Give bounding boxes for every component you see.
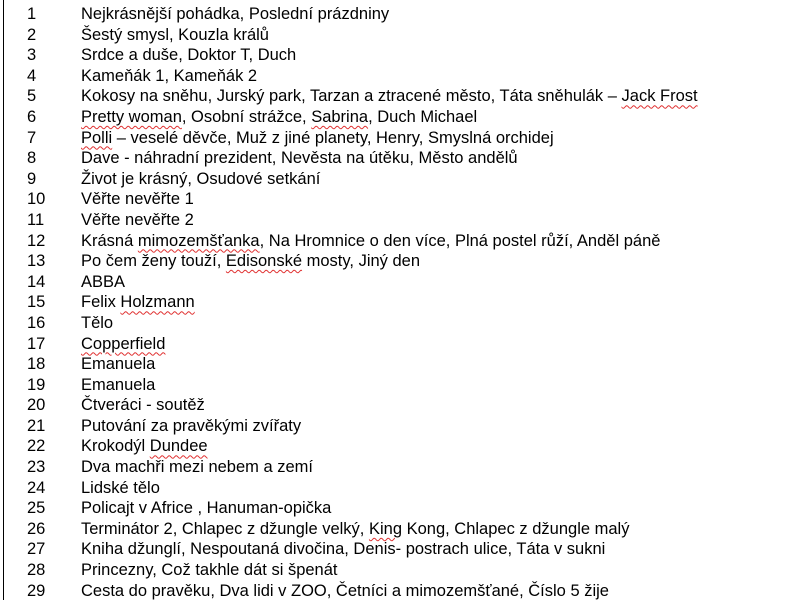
spellcheck-marked-word: Pretty woman	[81, 107, 182, 126]
title-text: Čtveráci - soutěž	[81, 396, 205, 415]
list-item	[0, 519, 809, 540]
list-item-titles	[81, 334, 165, 355]
title-text: Felix	[81, 293, 121, 312]
list-item-number: 15	[27, 293, 46, 312]
list-item-number: 17	[27, 334, 46, 353]
list-item-titles	[81, 581, 609, 600]
list-item	[0, 231, 809, 252]
list-item	[0, 375, 809, 396]
list-item-number: 10	[27, 190, 46, 209]
list-item-number: 4	[27, 66, 37, 85]
list-item-number: 24	[27, 478, 46, 497]
list-item-titles	[81, 251, 420, 272]
list-item-titles	[81, 272, 125, 293]
title-text: Policajt v Africe , Hanuman-opička	[81, 499, 332, 518]
list-item-titles	[81, 86, 698, 107]
title-text: Krokodýl	[81, 437, 150, 456]
title-text: Život je krásný, Osudové setkání	[81, 169, 321, 188]
list-item	[0, 210, 809, 231]
list-item	[0, 251, 809, 272]
list-item-titles	[81, 107, 477, 128]
list-item-number: 20	[27, 396, 46, 415]
list-item	[0, 354, 809, 375]
title-text: Kokosy na sněhu, Jurský park, Tarzan a ztracené město, Táta sněhulák –	[81, 87, 622, 106]
title-text: ABBA	[81, 272, 126, 291]
list-item-titles	[81, 231, 660, 252]
title-text: mosty, Jiný den	[302, 252, 421, 271]
list-item-number: 27	[27, 540, 46, 559]
title-text: , Duch Michael	[368, 107, 478, 126]
list-item	[0, 148, 809, 169]
list-item	[0, 66, 809, 87]
spellcheck-marked-word: Jack Frost	[621, 87, 698, 106]
list-item	[0, 581, 809, 600]
list-item-number: 18	[27, 355, 46, 374]
list-item	[0, 169, 809, 190]
title-text: Emanuela	[81, 355, 156, 374]
list-item-titles	[81, 66, 257, 87]
list-item-number: 8	[27, 149, 37, 168]
list-item-titles	[81, 560, 338, 581]
spellcheck-marked-word: Dundee	[149, 437, 208, 456]
spellcheck-marked-word: Copperfield	[81, 334, 166, 353]
list-item	[0, 313, 809, 334]
spellcheck-marked-word: mimozemšťanka	[137, 231, 260, 250]
list-item-titles	[81, 210, 194, 231]
list-item-titles	[81, 148, 518, 169]
list-item-number: 25	[27, 499, 46, 518]
list-item-titles	[81, 498, 331, 519]
list-item	[0, 292, 809, 313]
list-item-titles	[81, 375, 155, 396]
list-item-titles	[81, 169, 320, 190]
list-item	[0, 416, 809, 437]
title-text: Tělo	[81, 313, 114, 332]
list-item	[0, 128, 809, 149]
title-text: Věřte nevěřte 1	[81, 190, 194, 209]
list-item	[0, 4, 809, 25]
list-item	[0, 272, 809, 293]
list-item	[0, 498, 809, 519]
list-item-titles	[81, 4, 389, 25]
title-text: Princezny, Což takhle dát si špenát	[81, 561, 338, 580]
spellcheck-marked-word: Edisonské	[225, 252, 303, 271]
title-text: Dva machři mezi nebem a zemí	[81, 458, 313, 477]
list-item-titles	[81, 395, 205, 416]
list-item-titles	[81, 292, 195, 313]
list-item-number: 14	[27, 272, 46, 291]
list-item-titles	[81, 25, 269, 46]
list-item-number: 22	[27, 437, 46, 456]
list-item	[0, 395, 809, 416]
title-text: Kniha džunglí, Nespoutaná divočina, Denis- postrach ulice, Táta v sukni	[81, 540, 606, 559]
list-item-titles	[81, 313, 113, 334]
spellcheck-marked-word: Sabrina	[311, 107, 369, 126]
list-item-number: 19	[27, 375, 46, 394]
list-item-number: 12	[27, 231, 46, 250]
title-text: Po čem ženy touží,	[81, 252, 226, 271]
title-text: Putování za pravěkými zvířaty	[81, 416, 302, 435]
list-item-titles	[81, 128, 554, 149]
spellcheck-marked-word: Holzmann	[120, 293, 195, 312]
list-item	[0, 334, 809, 355]
list-item-number: 1	[27, 5, 37, 23]
list-item-number: 5	[27, 87, 37, 106]
list-item	[0, 539, 809, 560]
list-item-titles	[81, 416, 301, 437]
title-text: – veselé děvče, Muž z jiné planety, Henry, Smyslná orchidej	[112, 128, 554, 147]
list-item	[0, 189, 809, 210]
title-text: Kameňák 1, Kameňák 2	[81, 66, 258, 85]
list-item	[0, 457, 809, 478]
title-text: Nejkrásnější pohádka, Poslední prázdniny	[81, 5, 390, 23]
list-item-number: 2	[27, 25, 37, 44]
list-item-titles	[81, 519, 629, 540]
list-item	[0, 107, 809, 128]
list-item-titles	[81, 457, 313, 478]
list-item-number: 21	[27, 416, 46, 435]
title-text: Věřte nevěřte 2	[81, 210, 194, 229]
list-item	[0, 560, 809, 581]
list-item	[0, 478, 809, 499]
title-text: Lidské tělo	[81, 478, 160, 497]
list-item-titles	[81, 354, 155, 375]
title-text: , Osobní strážce,	[181, 107, 312, 126]
list-item-titles	[81, 436, 208, 457]
list-item-number: 13	[27, 252, 46, 271]
list-item	[0, 436, 809, 457]
list-item-number: 29	[27, 581, 46, 600]
spellcheck-marked-word: King	[368, 519, 402, 538]
title-text: Dave - náhradní prezident, Nevěsta na útěku, Město andělů	[81, 149, 518, 168]
list-item-number: 3	[27, 46, 37, 65]
title-text: Srdce a duše, Doktor T, Duch	[81, 46, 297, 65]
list-item-number: 16	[27, 313, 46, 332]
list-item-titles	[81, 45, 296, 66]
title-text: Šestý smysl, Kouzla králů	[81, 25, 269, 44]
title-text: , Na Hromnice o den více, Plná postel růží, Anděl páně	[259, 231, 661, 250]
spellcheck-marked-word: Polli	[81, 128, 113, 147]
title-text: Krásná	[81, 231, 138, 250]
list-item	[0, 25, 809, 46]
list-item-number: 7	[27, 128, 37, 147]
list-item	[0, 86, 809, 107]
list-item-titles	[81, 478, 160, 499]
title-text: Terminátor 2, Chlapec z džungle velký,	[81, 519, 369, 538]
title-text: Kong, Chlapec z džungle malý	[402, 519, 630, 538]
list-item-number: 6	[27, 107, 37, 126]
list-item-number: 11	[27, 210, 45, 229]
list-item-number: 28	[27, 561, 46, 580]
title-text: Cesta do pravěku, Dva lidi v ZOO, Četníci a mimozemšťané, Číslo 5 žije	[81, 581, 609, 600]
list-item	[0, 45, 809, 66]
list-item-number: 23	[27, 458, 46, 477]
movie-list	[0, 4, 809, 600]
list-item-number: 9	[27, 169, 37, 188]
list-item-titles	[81, 189, 194, 210]
title-text: Emanuela	[81, 375, 156, 394]
list-item-titles	[81, 539, 605, 560]
list-item-number: 26	[27, 519, 46, 538]
